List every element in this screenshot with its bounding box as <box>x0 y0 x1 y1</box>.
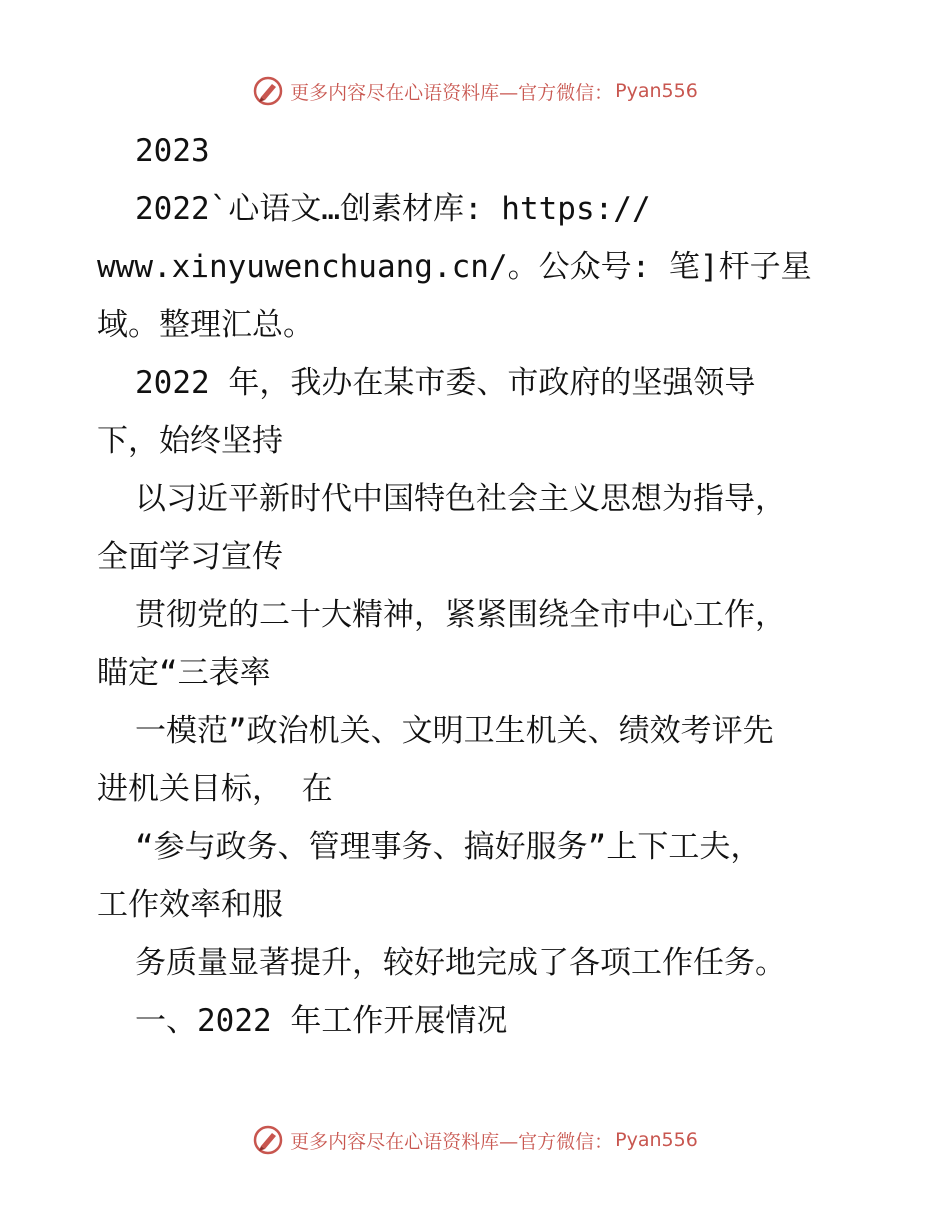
body-line: 以习近平新时代中国特色社会主义思想为指导， <box>135 481 786 517</box>
red-pen-seal-logo-icon <box>252 1124 284 1156</box>
body-line: 务质量显著提升，较好地完成了各项工作任务。 <box>135 945 786 981</box>
body-line: www.xinyuwenchuang.cn/。公众号: 笔]杆子星 <box>97 249 812 285</box>
body-line: 瞄定“三表率 <box>97 655 271 691</box>
banner-site-text: 更多内容尽在心语资料库—官方微信： <box>290 81 614 104</box>
body-line: 进机关目标， 在 <box>97 771 333 807</box>
body-line: 贯彻党的二十大精神，紧紧围绕全市中心工作， <box>135 597 786 633</box>
body-line: 域。整理汇总。 <box>97 307 314 343</box>
banner-site-text: 更多内容尽在心语资料库—官方微信： <box>290 1130 614 1153</box>
header-watermark <box>0 71 950 111</box>
body-line: 2022`心语文…创素材库: https:// <box>135 191 651 227</box>
body-line: 全面学习宣传 <box>97 539 283 575</box>
footer-watermark <box>0 1120 950 1160</box>
banner-handle: Pyan556 <box>615 1129 698 1151</box>
body-line: 一、2022 年工作开展情况 <box>135 1003 508 1039</box>
banner-handle: Pyan556 <box>615 80 698 102</box>
document-body <box>97 122 897 1050</box>
body-line: 一模范”政治机关、文明卫生机关、绩效考评先 <box>135 713 774 749</box>
red-pen-seal-logo-icon <box>252 75 284 107</box>
body-line: 2022 年，我办在某市委、市政府的坚强领导 <box>135 365 756 401</box>
body-line: 工作效率和服 <box>97 887 283 923</box>
body-line: “参与政务、管理事务、搞好服务”上下工夫， <box>135 829 762 865</box>
body-line: 下，始终坚持 <box>97 423 283 459</box>
body-line: 2023 <box>135 133 210 169</box>
